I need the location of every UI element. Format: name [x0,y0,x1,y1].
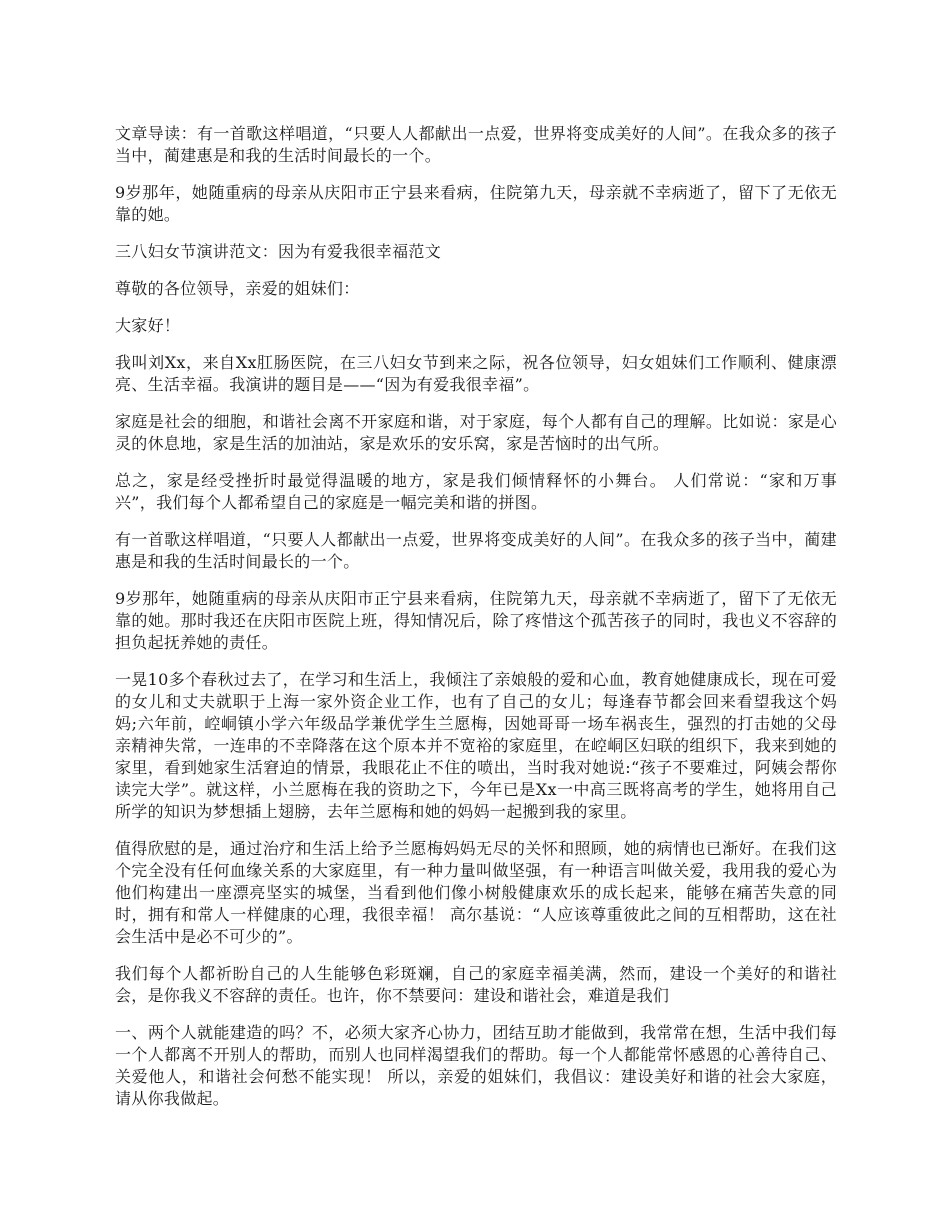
salutation: 尊敬的各位领导，亲爱的姐妹们： [115,279,360,298]
paragraph: 值得欣慰的是，通过治疗和生活上给予兰愿梅妈妈无尽的关怀和照顾，她的病情也已渐好。在我们这个完全没有任何血缘关系的大家庭里，有一种力量叫做坚强，有一种语言叫做关爱，我用我的爱心为他们构建出一座漂亮坚实的城堡，当看到他们像小树般健康欢乐的成长起来，能够在痛苦失意的同时，拥有和常人一样健康的心理，我很幸福！ 高尔基说：“人应该尊重彼此之间的互相帮助，这在社会生活中是必不可少的”。 [115,839,837,946]
paragraph: 家庭是社会的细胞，和谐社会离不开家庭和谐，对于家庭，每个人都有自己的理解。比如说：家是心灵的休息地，家是生活的加油站，家是欢乐的安乐窝，家是苦恼时的出气所。 [115,412,837,453]
paragraph-intro: 文章导读：有一首歌这样唱道，“只要人人都献出一点爱，世界将变成美好的人间”。在我众多的孩子当中，蔺建惠是和我的生活时间最长的一个。 [115,124,837,165]
paragraph-intro-2: 9岁那年，她随重病的母亲从庆阳市正宁县来看病，住院第九天，母亲就不幸病逝了，留下了无依无靠的她。 [115,183,837,224]
document-title: 三八妇女节演讲范文：因为有爱我很幸福范文 [115,242,442,261]
paragraph: 9岁那年，她随重病的母亲从庆阳市正宁县来看病，住院第九天，母亲就不幸病逝了，留下了无依无靠的她。那时我还在庆阳市医院上班，得知情况后，除了疼惜这个孤苦孩子的同时，我也义不容辞的担负起抚养她的责任。 [115,589,837,652]
paragraph: 一晃10多个春秋过去了，在学习和生活上，我倾注了亲娘般的爱和心血，教育她健康成长，现在可爱的女儿和丈夫就职于上海一家外资企业工作，也有了自己的女儿；每逢春节都会回来看望我这个妈妈;六年前，崆峒镇小学六年级品学兼优学生兰愿梅，因她哥哥一场车祸丧生，强烈的打击她的父母亲精神失常，一连串的不幸降落在这个原本并不宽裕的家庭里，在崆峒区妇联的组织下，我来到她的家里，看到她家生活窘迫的情景，我眼花止不住的喷出，当时我对她说:“孩子不要难过，阿姨会帮你读完大学”。就这样，小兰愿梅在我的资助之下，今年已是Xx一中高三既将高考的学生，她将用自己所学的知识为梦想插上翅膀，去年兰愿梅和她的妈妈一起搬到我的家里。 [115,670,837,821]
document-body [115,123,837,1125]
greeting: 大家好！ [115,316,181,335]
paragraph: 总之，家是经受挫折时最觉得温暖的地方，家是我们倾情释怀的小舞台。 人们常说：“家和万事兴”，我们每个人都希望自己的家庭是一幅完美和谐的拼图。 [115,471,837,512]
paragraph: 有一首歌这样唱道，“只要人人都献出一点爱，世界将变成美好的人间”。在我众多的孩子当中，蔺建惠是和我的生活时间最长的一个。 [115,530,837,571]
paragraph: 一、两个人就能建造的吗？不，必须大家齐心协力，团结互助才能做到，我常常在想，生活中我们每一个人都离不开别人的帮助，而别人也同样渴望我们的帮助。每一个人都能常怀感恩的心善待自己、关爱他人，和谐社会何愁不能实现！ 所以，亲爱的姐妹们，我倡议：建设美好和谐的社会大家庭，请从你我做起。 [115,1023,837,1108]
paragraph: 我叫刘Xx，来自Xx肛肠医院，在三八妇女节到来之际，祝各位领导，妇女姐妹们工作顺利、健康漂亮、生活幸福。我演讲的题目是——“因为有爱我很幸福”。 [115,353,837,394]
paragraph: 我们每个人都祈盼自己的人生能够色彩斑斓，自己的家庭幸福美满，然而，建设一个美好的和谐社会，是你我义不容辞的责任。也许，你不禁要问：建设和谐社会，难道是我们 [115,964,837,1005]
